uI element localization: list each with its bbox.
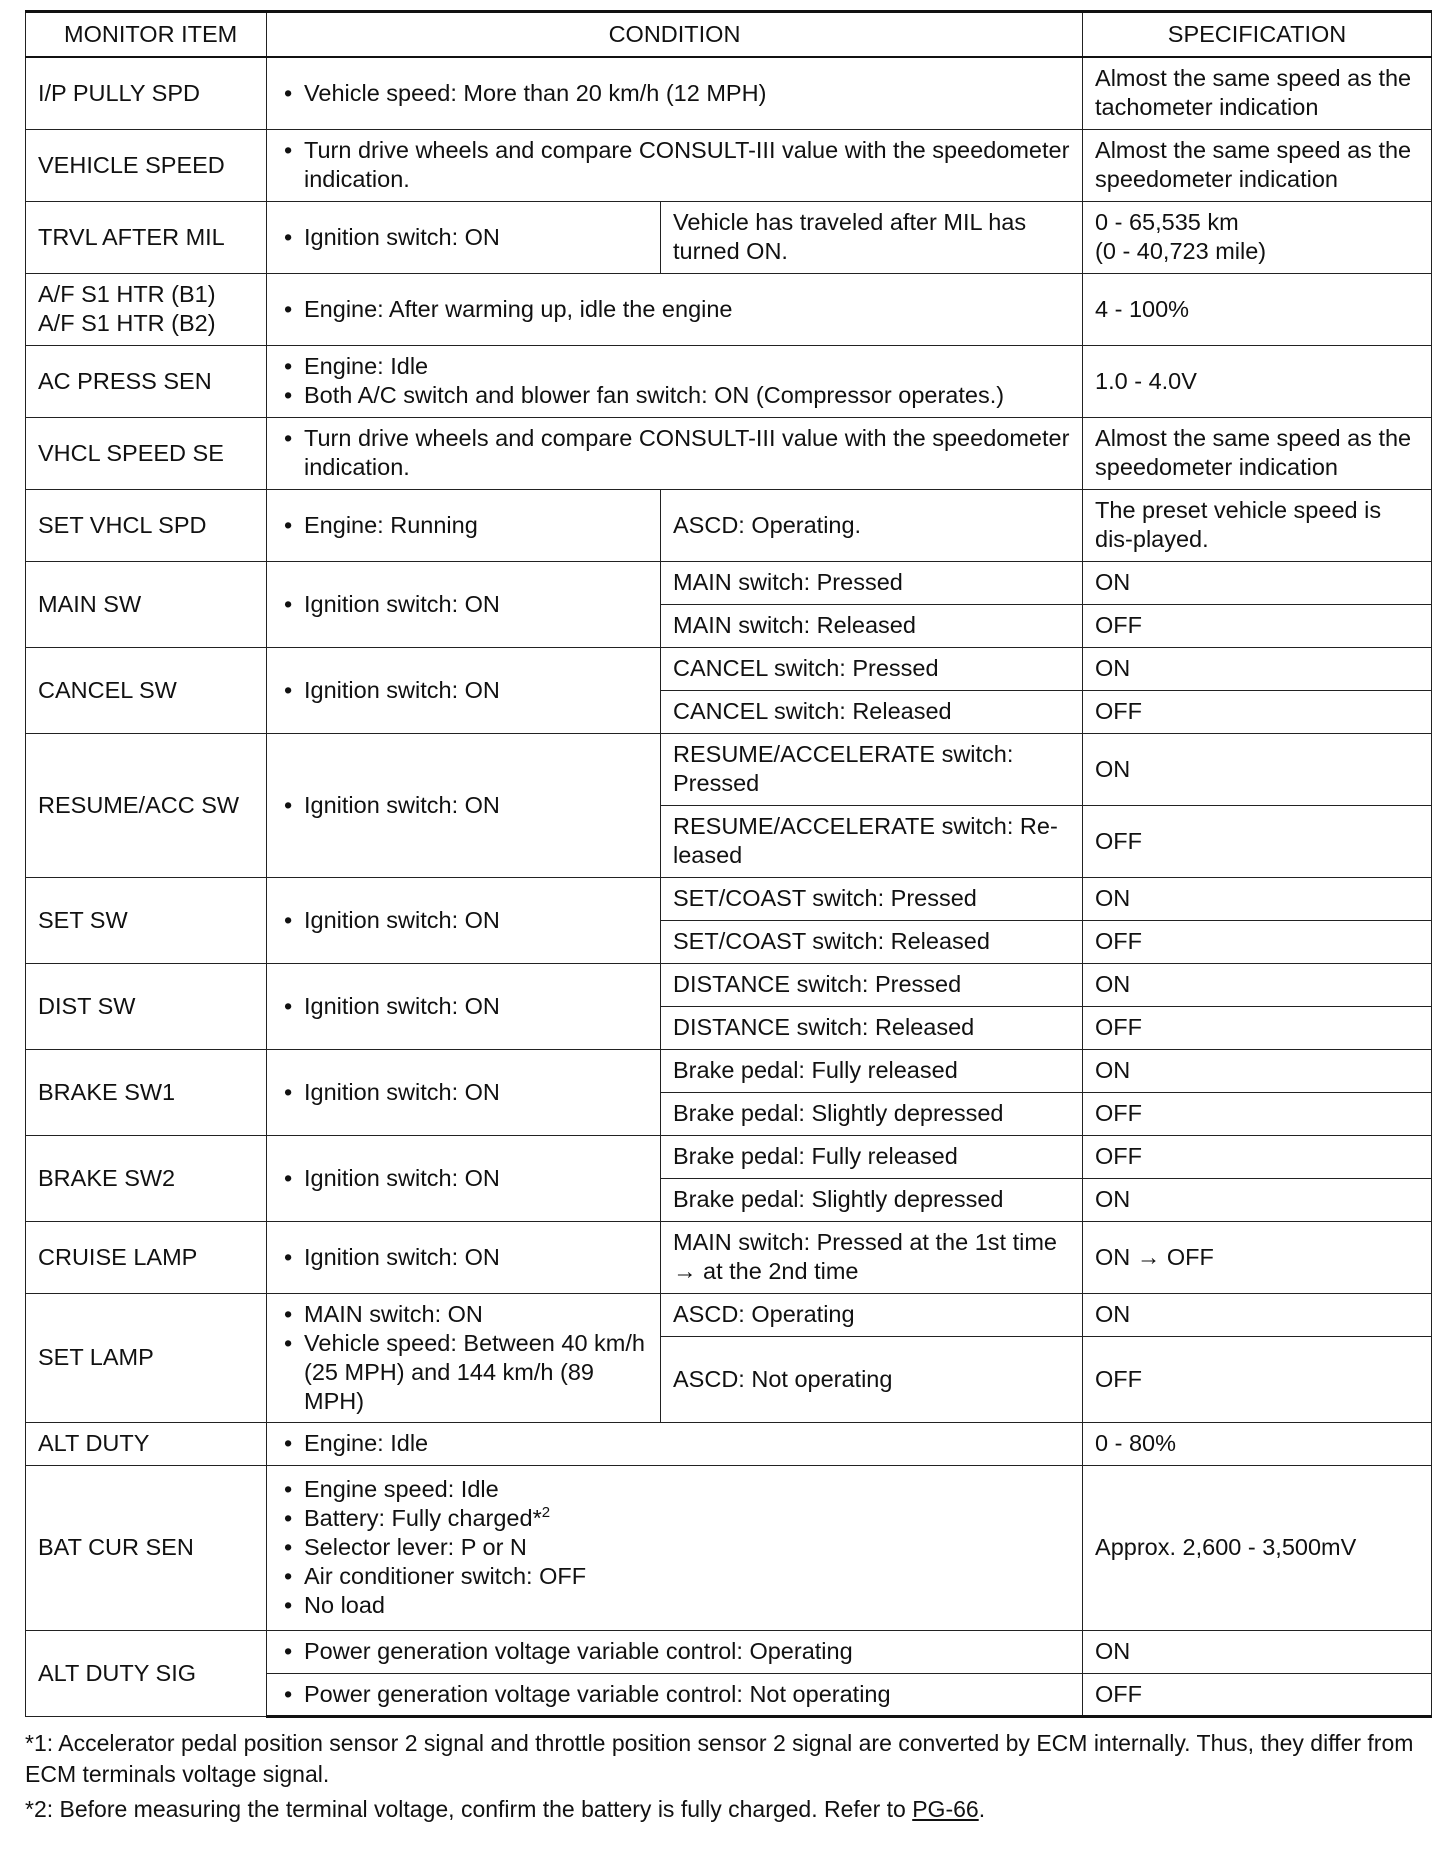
monitor-item: RESUME/ACC SW: [26, 733, 267, 877]
monitor-item: TRVL AFTER MIL: [26, 201, 267, 273]
monitor-item: MAIN SW: [26, 561, 267, 647]
sub-condition-cell: Brake pedal: Fully released: [661, 1049, 1083, 1092]
table-row: [26, 1465, 1432, 1630]
monitor-item: VHCL SPEED SE: [26, 417, 267, 489]
monitor-item: SET VHCL SPD: [26, 489, 267, 561]
monitor-item: DIST SW: [26, 963, 267, 1049]
sub-condition-cell: SET/COAST switch: Released: [661, 920, 1083, 963]
condition-cell: [267, 733, 661, 877]
specification-cell: OFF: [1083, 1673, 1432, 1716]
condition-cell: [267, 273, 1083, 345]
condition-bullet: • Ignition switch: ON: [279, 676, 648, 705]
condition-bullet: • Ignition switch: ON: [279, 1078, 648, 1107]
condition-cell: [267, 561, 661, 647]
sub-condition-cell: RESUME/ACCELERATE switch: Pressed: [661, 733, 1083, 805]
specification-cell: The preset vehicle speed is dis-played.: [1083, 489, 1432, 561]
condition-cell: [267, 1293, 661, 1422]
sub-condition-cell: MAIN switch: Released: [661, 604, 1083, 647]
condition-cell: [267, 1673, 1083, 1716]
footnote-2: [25, 1794, 1431, 1825]
condition-cell: [267, 1422, 1083, 1465]
monitor-item: VEHICLE SPEED: [26, 129, 267, 201]
table-row: [26, 1422, 1432, 1465]
condition-cell: [267, 129, 1083, 201]
condition-bullet: • Vehicle speed: Between 40 km/h (25 MPH) and 144 km/h (89 MPH): [279, 1329, 648, 1416]
condition-cell: [267, 345, 1083, 417]
sub-condition-cell: RESUME/ACCELERATE switch: Re-leased: [661, 805, 1083, 877]
table-row: [26, 733, 1432, 805]
specification-cell: Almost the same speed as the speedometer indication: [1083, 129, 1432, 201]
header-condition: CONDITION: [267, 12, 1083, 58]
monitor-item: [26, 273, 267, 345]
monitor-item: ALT DUTY SIG: [26, 1630, 267, 1716]
condition-cell: [267, 963, 661, 1049]
table-row: [26, 561, 1432, 604]
condition-bullet: • Ignition switch: ON: [279, 223, 648, 252]
specification-cell: Approx. 2,600 - 3,500mV: [1083, 1465, 1432, 1630]
condition-bullet: • Ignition switch: ON: [279, 992, 648, 1021]
footnote-1: *1: Accelerator pedal position sensor 2 signal and throttle position sensor 2 signal are converted by ECM internally. Thus, they differ from ECM terminals voltage signal.: [25, 1729, 1414, 1787]
sub-condition-cell: CANCEL switch: Released: [661, 690, 1083, 733]
monitor-item: I/P PULLY SPD: [26, 57, 267, 129]
footnote-2-text: *2: Before measuring the terminal voltage, confirm the battery is fully charged. Refer to: [25, 1795, 913, 1822]
condition-bullet: • Selector lever: P or N: [279, 1533, 1070, 1562]
condition-bullet: • Turn drive wheels and compare CONSULT-III value with the speedometer indication.: [279, 136, 1070, 194]
condition-cell: [267, 57, 1083, 129]
table-row: [26, 201, 1432, 273]
table-row: [26, 129, 1432, 201]
specification-cell: ON: [1083, 561, 1432, 604]
spec-line: 0 - 65,535 km: [1095, 209, 1239, 235]
monitor-item-line: A/F S1 HTR (B2): [38, 310, 216, 336]
condition-cell: [267, 1135, 661, 1221]
table-row: [26, 273, 1432, 345]
specification-cell: OFF: [1083, 1135, 1432, 1178]
condition-bullet: • Power generation voltage variable control: Operating: [279, 1637, 1070, 1666]
condition-bullet: • MAIN switch: ON: [279, 1300, 648, 1329]
specification-cell: ON → OFF: [1083, 1221, 1432, 1293]
table-row: [26, 877, 1432, 920]
sub-condition-line: MAIN switch: Pressed at the 1st time: [673, 1229, 1057, 1255]
sub-condition-cell: Brake pedal: Slightly depressed: [661, 1092, 1083, 1135]
table-row: [26, 345, 1432, 417]
monitor-spec-table: [25, 10, 1432, 1718]
sub-condition-cell: MAIN switch: Pressed: [661, 561, 1083, 604]
condition-cell: [267, 647, 661, 733]
table-header-row: [26, 12, 1432, 58]
table-row: [26, 57, 1432, 129]
specification-cell: OFF: [1083, 1336, 1432, 1422]
table-row: [26, 1049, 1432, 1092]
header-specification: SPECIFICATION: [1083, 12, 1432, 58]
monitor-item: SET SW: [26, 877, 267, 963]
sub-condition-cell: DISTANCE switch: Released: [661, 1006, 1083, 1049]
sub-condition-cell: Brake pedal: Fully released: [661, 1135, 1083, 1178]
specification-cell: ON: [1083, 877, 1432, 920]
sub-condition-cell: CANCEL switch: Pressed: [661, 647, 1083, 690]
specification-cell: OFF: [1083, 604, 1432, 647]
table-row: [26, 1630, 1432, 1673]
sub-condition-cell: ASCD: Not operating: [661, 1336, 1083, 1422]
specification-cell: [1083, 201, 1432, 273]
condition-bullet: • Power generation voltage variable control: Not operating: [279, 1680, 1070, 1709]
specification-cell: ON: [1083, 647, 1432, 690]
footnotes: [25, 1728, 1431, 1825]
sub-condition-cell: Brake pedal: Slightly depressed: [661, 1178, 1083, 1221]
condition-cell: [267, 489, 661, 561]
table-row: [26, 489, 1432, 561]
table-row: [26, 647, 1432, 690]
specification-cell: 1.0 - 4.0V: [1083, 345, 1432, 417]
pg-66-link[interactable]: PG-66: [912, 1795, 979, 1822]
condition-bullet: • Engine: Running: [279, 511, 648, 540]
header-monitor-item: MONITOR ITEM: [26, 12, 267, 58]
monitor-item: BRAKE SW2: [26, 1135, 267, 1221]
condition-bullet: • Ignition switch: ON: [279, 791, 648, 820]
sub-condition-cell: Vehicle has traveled after MIL has turned ON.: [661, 201, 1083, 273]
sub-condition-cell: ASCD: Operating: [661, 1293, 1083, 1336]
sub-condition-cell: SET/COAST switch: Pressed: [661, 877, 1083, 920]
specification-cell: OFF: [1083, 690, 1432, 733]
specification-cell: ON: [1083, 733, 1432, 805]
table-row: [26, 1221, 1432, 1293]
monitor-item-line: A/F S1 HTR (B1): [38, 281, 216, 307]
monitor-item: SET LAMP: [26, 1293, 267, 1422]
condition-bullet: • Vehicle speed: More than 20 km/h (12 MPH): [279, 79, 1070, 108]
table-row: [26, 1293, 1432, 1336]
condition-cell: [267, 201, 661, 273]
condition-bullet: • Turn drive wheels and compare CONSULT-III value with the speedometer indication.: [279, 424, 1070, 482]
table-row: [26, 963, 1432, 1006]
sub-condition-cell: ASCD: Operating.: [661, 489, 1083, 561]
condition-bullet: • Air conditioner switch: OFF: [279, 1562, 1070, 1591]
spec-table-container: [25, 10, 1431, 1829]
sub-condition-line: → at the 2nd time: [673, 1258, 859, 1284]
table-row: [26, 417, 1432, 489]
condition-text: Battery: Fully charged*: [304, 1505, 542, 1531]
specification-cell: OFF: [1083, 1006, 1432, 1049]
specification-cell: Almost the same speed as the speedometer indication: [1083, 417, 1432, 489]
specification-cell: OFF: [1083, 920, 1432, 963]
monitor-item: AC PRESS SEN: [26, 345, 267, 417]
condition-bullet: [279, 1504, 1070, 1533]
condition-bullet: • No load: [279, 1591, 1070, 1620]
specification-cell: ON: [1083, 1049, 1432, 1092]
table-row: [26, 1135, 1432, 1178]
specification-cell: ON: [1083, 1178, 1432, 1221]
specification-cell: ON: [1083, 1293, 1432, 1336]
condition-bullet: • Both A/C switch and blower fan switch: ON (Compressor operates.): [279, 381, 1070, 410]
condition-bullet: • Engine: Idle: [279, 1429, 1070, 1458]
condition-cell: [267, 417, 1083, 489]
monitor-item: CRUISE LAMP: [26, 1221, 267, 1293]
condition-bullet: • Ignition switch: ON: [279, 590, 648, 619]
condition-bullet: • Engine speed: Idle: [279, 1475, 1070, 1504]
footnote-2-end: .: [978, 1795, 986, 1822]
monitor-item: ALT DUTY: [26, 1422, 267, 1465]
condition-bullet: • Engine: After warming up, idle the engine: [279, 295, 1070, 324]
condition-bullet: • Ignition switch: ON: [279, 1243, 648, 1272]
sub-condition-cell: DISTANCE switch: Pressed: [661, 963, 1083, 1006]
condition-cell: [267, 1465, 1083, 1630]
monitor-item: BRAKE SW1: [26, 1049, 267, 1135]
footnote-marker: 2: [541, 1504, 551, 1522]
specification-cell: 4 - 100%: [1083, 273, 1432, 345]
condition-bullet: • Engine: Idle: [279, 352, 1070, 381]
specification-cell: ON: [1083, 963, 1432, 1006]
monitor-item: BAT CUR SEN: [26, 1465, 267, 1630]
spec-line: (0 - 40,723 mile): [1095, 238, 1267, 264]
condition-bullet: • Ignition switch: ON: [279, 906, 648, 935]
specification-cell: OFF: [1083, 805, 1432, 877]
condition-bullet: • Ignition switch: ON: [279, 1164, 648, 1193]
condition-cell: [267, 1049, 661, 1135]
sub-condition-cell: [661, 1221, 1083, 1293]
condition-cell: [267, 877, 661, 963]
monitor-item: CANCEL SW: [26, 647, 267, 733]
specification-cell: 0 - 80%: [1083, 1422, 1432, 1465]
condition-cell: [267, 1221, 661, 1293]
specification-cell: OFF: [1083, 1092, 1432, 1135]
specification-cell: Almost the same speed as the tachometer indication: [1083, 57, 1432, 129]
specification-cell: ON: [1083, 1630, 1432, 1673]
condition-cell: [267, 1630, 1083, 1673]
